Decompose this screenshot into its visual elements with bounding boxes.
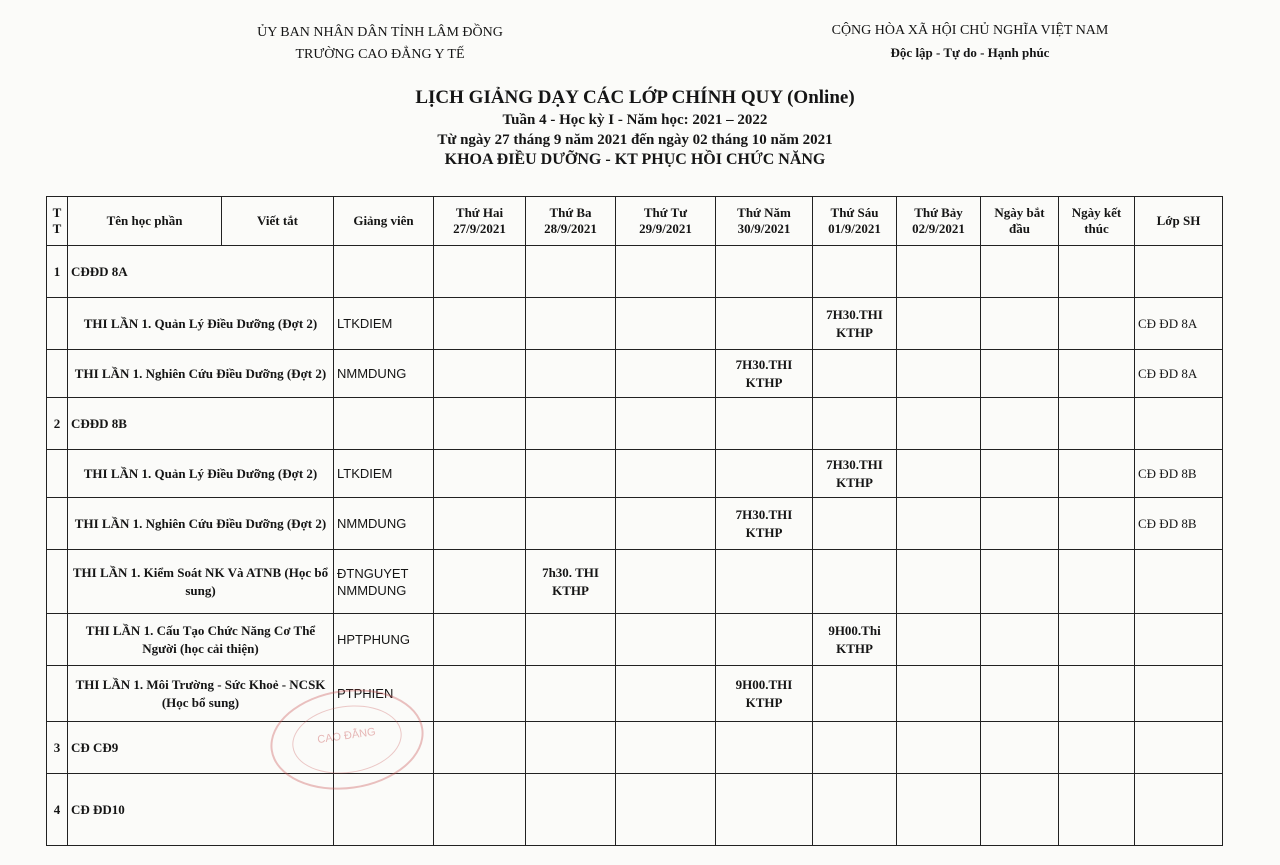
issuer-line-2: TRƯỜNG CAO ĐẲNG Y TẾ: [295, 47, 465, 62]
header-sat: Thứ Bảy 02/9/2021: [897, 197, 981, 246]
slot-fri: [813, 550, 897, 614]
national-motto: Độc lập - Tự do - Hạnh phúc: [890, 45, 1050, 60]
course-name: THI LẦN 1. Quản Lý Điều Dưỡng (Đợt 2): [68, 450, 334, 498]
slot-end: [1059, 298, 1135, 350]
empty-cell: [47, 298, 68, 350]
slot-fri: 7H30.THI KTHP: [813, 298, 897, 350]
slot-fri: [813, 350, 897, 398]
slot-sat: [897, 666, 981, 722]
slot-end: [1059, 450, 1135, 498]
national-header: [780, 20, 1160, 64]
row-number: 1: [47, 246, 68, 298]
table-header-row: [47, 197, 1223, 246]
row-number: 3: [47, 722, 68, 774]
header-class: Lớp SH: [1135, 197, 1223, 246]
empty-cell: [334, 246, 434, 298]
empty-cell: [716, 398, 813, 450]
header-thu: Thứ Năm 30/9/2021: [716, 197, 813, 246]
slot-mon: [434, 550, 526, 614]
empty-cell: [616, 774, 716, 846]
empty-cell: [1059, 398, 1135, 450]
slot-thu: [716, 614, 813, 666]
header-end: Ngày kết thúc: [1059, 197, 1135, 246]
lecturer: LTKDIEM: [334, 298, 434, 350]
slot-mon: [434, 666, 526, 722]
slot-thu: 7H30.THI KTHP: [716, 350, 813, 398]
slot-start: [981, 498, 1059, 550]
row-number: 4: [47, 774, 68, 846]
empty-cell: [434, 398, 526, 450]
empty-cell: [716, 722, 813, 774]
lecturer: ĐTNGUYET NMMDUNG: [334, 550, 434, 614]
slot-mon: [434, 350, 526, 398]
empty-cell: [47, 614, 68, 666]
slot-mon: [434, 498, 526, 550]
header-abbr: Viết tắt: [222, 197, 334, 246]
slot-tue: [526, 298, 616, 350]
group-row: [47, 246, 1223, 298]
class-code: CĐ ĐD 8B: [1135, 450, 1223, 498]
slot-tue: 7h30. THI KTHP: [526, 550, 616, 614]
empty-cell: [47, 450, 68, 498]
slot-sat: [897, 550, 981, 614]
class-code: [1135, 666, 1223, 722]
slot-sat: [897, 298, 981, 350]
course-name: THI LẦN 1. Nghiên Cứu Điều Dưỡng (Đợt 2): [68, 350, 334, 398]
slot-tue: [526, 666, 616, 722]
header-tue: Thứ Ba 28/9/2021: [526, 197, 616, 246]
table-row: [47, 298, 1223, 350]
slot-fri: [813, 498, 897, 550]
empty-cell: [526, 722, 616, 774]
table-row: [47, 450, 1223, 498]
group-row: [47, 722, 1223, 774]
slot-fri: 9H00.Thi KTHP: [813, 614, 897, 666]
slot-start: [981, 350, 1059, 398]
national-title: CỘNG HÒA XÃ HỘI CHỦ NGHĨA VIỆT NAM: [831, 23, 1109, 38]
empty-cell: [897, 722, 981, 774]
empty-cell: [897, 246, 981, 298]
slot-thu: [716, 298, 813, 350]
lecturer: PTPHIEN: [334, 666, 434, 722]
empty-cell: [434, 246, 526, 298]
empty-cell: [47, 350, 68, 398]
group-name: CĐ CĐ9: [68, 722, 334, 774]
empty-cell: [434, 774, 526, 846]
row-number: 2: [47, 398, 68, 450]
empty-cell: [434, 722, 526, 774]
group-row: [47, 398, 1223, 450]
empty-cell: [981, 774, 1059, 846]
empty-cell: [1059, 774, 1135, 846]
empty-cell: [616, 722, 716, 774]
table-row: [47, 550, 1223, 614]
issuer-header: [200, 22, 560, 66]
class-code: [1135, 550, 1223, 614]
slot-sat: [897, 498, 981, 550]
lecturer: LTKDIEM: [334, 450, 434, 498]
empty-cell: [616, 246, 716, 298]
empty-cell: [526, 398, 616, 450]
slot-wed: [616, 450, 716, 498]
slot-wed: [616, 614, 716, 666]
class-code: [1135, 614, 1223, 666]
slot-thu: [716, 550, 813, 614]
course-name: THI LẦN 1. Cấu Tạo Chức Năng Cơ Thể Người (học cải thiện): [68, 614, 334, 666]
header-wed: Thứ Tư 29/9/2021: [616, 197, 716, 246]
empty-cell: [1135, 722, 1223, 774]
empty-cell: [981, 722, 1059, 774]
empty-cell: [1059, 722, 1135, 774]
slot-end: [1059, 614, 1135, 666]
header-tt: T T: [47, 197, 68, 246]
slot-tue: [526, 450, 616, 498]
slot-end: [1059, 498, 1135, 550]
empty-cell: [897, 398, 981, 450]
table-row: [47, 666, 1223, 722]
header-fri: Thứ Sáu 01/9/2021: [813, 197, 897, 246]
document-titles: [240, 86, 1030, 170]
group-name: CĐĐD 8B: [68, 398, 334, 450]
slot-mon: [434, 614, 526, 666]
group-name: CĐ ĐD10: [68, 774, 334, 846]
course-name: THI LẦN 1. Môi Trường - Sức Khoẻ - NCSK (Học bổ sung): [68, 666, 334, 722]
document-title: LỊCH GIẢNG DẠY CÁC LỚP CHÍNH QUY (Online): [415, 87, 855, 108]
slot-wed: [616, 350, 716, 398]
empty-cell: [813, 398, 897, 450]
course-name: THI LẦN 1. Quản Lý Điều Dưỡng (Đợt 2): [68, 298, 334, 350]
course-name: THI LẦN 1. Kiểm Soát NK Và ATNB (Học bổ sung): [68, 550, 334, 614]
slot-wed: [616, 666, 716, 722]
empty-cell: [47, 550, 68, 614]
table-row: [47, 614, 1223, 666]
lecturer: NMMDUNG: [334, 350, 434, 398]
slot-start: [981, 550, 1059, 614]
slot-wed: [616, 298, 716, 350]
slot-sat: [897, 350, 981, 398]
slot-tue: [526, 498, 616, 550]
group-name: CĐĐD 8A: [68, 246, 334, 298]
empty-cell: [813, 246, 897, 298]
empty-cell: [1135, 774, 1223, 846]
class-code: CĐ ĐD 8A: [1135, 298, 1223, 350]
group-row: [47, 774, 1223, 846]
slot-wed: [616, 550, 716, 614]
slot-thu: [716, 450, 813, 498]
header-start: Ngày bắt đầu: [981, 197, 1059, 246]
empty-cell: [526, 774, 616, 846]
week-subtitle: Tuần 4 - Học kỳ I - Năm học: 2021 – 2022: [502, 112, 768, 128]
empty-cell: [716, 246, 813, 298]
class-code: CĐ ĐD 8B: [1135, 498, 1223, 550]
header-course: Tên học phần: [68, 197, 222, 246]
empty-cell: [716, 774, 813, 846]
header-lecturer: Giảng viên: [334, 197, 434, 246]
slot-mon: [434, 298, 526, 350]
slot-end: [1059, 350, 1135, 398]
slot-thu: 9H00.THI KTHP: [716, 666, 813, 722]
course-name: THI LẦN 1. Nghiên Cứu Điều Dưỡng (Đợt 2): [68, 498, 334, 550]
slot-start: [981, 614, 1059, 666]
empty-cell: [1059, 246, 1135, 298]
class-code: CĐ ĐD 8A: [1135, 350, 1223, 398]
slot-sat: [897, 450, 981, 498]
slot-end: [1059, 550, 1135, 614]
slot-tue: [526, 614, 616, 666]
lecturer: NMMDUNG: [334, 498, 434, 550]
date-range: Từ ngày 27 tháng 9 năm 2021 đến ngày 02 tháng 10 năm 2021: [437, 132, 833, 148]
slot-fri: [813, 666, 897, 722]
slot-sat: [897, 614, 981, 666]
schedule-table: [46, 196, 1223, 846]
table-row: [47, 498, 1223, 550]
faculty-name: KHOA ĐIỀU DƯỠNG - KT PHỤC HỒI CHỨC NĂNG: [444, 151, 826, 168]
lecturer: HPTPHUNG: [334, 614, 434, 666]
slot-wed: [616, 498, 716, 550]
slot-end: [1059, 666, 1135, 722]
empty-cell: [47, 666, 68, 722]
slot-thu: 7H30.THI KTHP: [716, 498, 813, 550]
slot-start: [981, 450, 1059, 498]
issuer-line-1: ỦY BAN NHÂN DÂN TỈNH LÂM ĐỒNG: [257, 25, 503, 40]
empty-cell: [47, 498, 68, 550]
empty-cell: [897, 774, 981, 846]
slot-mon: [434, 450, 526, 498]
empty-cell: [526, 246, 616, 298]
header-mon: Thứ Hai 27/9/2021: [434, 197, 526, 246]
empty-cell: [981, 398, 1059, 450]
empty-cell: [1135, 246, 1223, 298]
empty-cell: [813, 722, 897, 774]
table-row: [47, 350, 1223, 398]
seal-text: CAO ĐẲNG: [316, 726, 377, 747]
slot-start: [981, 666, 1059, 722]
slot-start: [981, 298, 1059, 350]
empty-cell: [981, 246, 1059, 298]
empty-cell: [1135, 398, 1223, 450]
empty-cell: [813, 774, 897, 846]
empty-cell: [334, 398, 434, 450]
slot-fri: 7H30.THI KTHP: [813, 450, 897, 498]
slot-tue: [526, 350, 616, 398]
empty-cell: [616, 398, 716, 450]
